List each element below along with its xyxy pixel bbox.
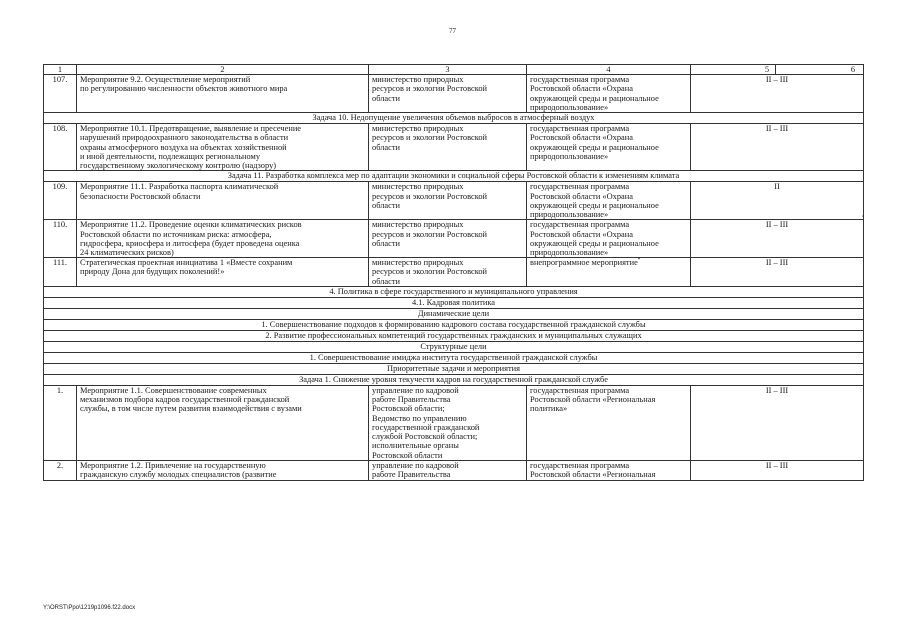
table-row [44, 385, 864, 460]
section-row [44, 330, 864, 341]
measure-name: Мероприятие 1.1. Совершенствование современных механизмов подбора кадров государственной гражданской службы, в том числе путем развития взаимодействия с вузами [77, 385, 369, 460]
executor: управление по кадровой работе Правительства Ростовской области; Ведомство по управлению государственной гражданской службой Ростовской области; исполнительные органы Ростовской области [369, 385, 527, 460]
program-source [527, 124, 691, 171]
section-row [44, 113, 864, 124]
section-heading: Приоритетные задачи и мероприятия [44, 363, 864, 374]
implementation-stage: II – III [691, 75, 864, 113]
program-text: государственная программа Ростовской области «Охрана окружающей среды и рациональное природопользование» [530, 75, 659, 112]
measure-name: Мероприятие 1.2. Привлечение на государственную гражданскую службу молодых специалистов (развитие [77, 460, 369, 480]
implementation-stage: II – III [691, 124, 864, 171]
program-source [527, 182, 691, 220]
section-row [44, 363, 864, 374]
section-row [44, 374, 864, 385]
table-body [44, 65, 864, 481]
implementation-stage: II – III [691, 258, 864, 287]
program-source [527, 220, 691, 258]
section-heading: Задача 11. Разработка комплекса мер по адаптации экономики и социальной сферы Ростовской области к изменениям климата [44, 171, 864, 182]
section-row [44, 171, 864, 182]
section-heading: 1. Совершенствование имиджа института государственной гражданской службы [44, 352, 864, 363]
program-source [527, 385, 691, 460]
program-text: государственная программа Ростовской области «Охрана окружающей среды и рациональное природопользование» [530, 124, 659, 161]
row-number: 111. [44, 258, 77, 287]
program-text: государственная программа Ростовской области «Региональная политика» [530, 385, 656, 414]
program-source [527, 460, 691, 480]
implementation-stage: II [691, 182, 864, 220]
measure-name: Стратегическая проектная инициатива 1 «Вместе сохраним природу Дона для будущих поколений!» [77, 258, 369, 287]
file-path-footer: Y:\ORST\Ppo\1219p1096.f22.docx [43, 605, 136, 611]
row-number: 1. [44, 385, 77, 460]
table-row [44, 75, 864, 113]
executor: министерство природных ресурсов и экологии Ростовской области [369, 75, 527, 113]
section-heading: Задача 10. Недопущение увеличения объемов выбросов в атмосферный воздух [44, 113, 864, 124]
measure-name: Мероприятие 11.1. Разработка паспорта климатической безопасности Ростовской области [77, 182, 369, 220]
table-row [44, 460, 864, 480]
measure-name: Мероприятие 9.2. Осуществление мероприятий по регулированию численности объектов животного мира [77, 75, 369, 113]
section-heading: 4.1. Кадровая политика [44, 297, 864, 308]
executor: министерство природных ресурсов и экологии Ростовской области [369, 124, 527, 171]
row-number: 107. [44, 75, 77, 113]
margin-mark: , [862, 212, 864, 218]
footnote-mark: * [637, 258, 641, 264]
implementation-stage: II – III [691, 460, 864, 480]
row-number: 109. [44, 182, 77, 220]
column-number: 4 [527, 65, 691, 75]
section-heading: Структурные цели [44, 341, 864, 352]
section-heading: 2. Развитие профессиональных компетенций государственных гражданских и муниципальных служащих [44, 330, 864, 341]
program-source [527, 75, 691, 113]
column-number: 2 [77, 65, 369, 75]
executor: управление по кадровой работе Правительства [369, 460, 527, 480]
measure-name: Мероприятие 11.2. Проведение оценки климатических рисков Ростовской области по источникам риска: атмосфера, гидросфера, криосфера и литосфера (будет проведена оценка 24 климатических рисков) [77, 220, 369, 258]
section-row [44, 297, 864, 308]
column-number: 6 [776, 65, 864, 75]
implementation-stage: II – III [691, 385, 864, 460]
plan-table [43, 64, 864, 481]
row-number: 108. [44, 124, 77, 171]
table-row [44, 124, 864, 171]
section-heading: 1. Совершенствование подходов к формированию кадрового состава государственной гражданской службы [44, 319, 864, 330]
page-number: 77 [449, 27, 456, 35]
section-row [44, 286, 864, 297]
program-text: внепрограммное мероприятие [530, 258, 638, 268]
table-row [44, 258, 864, 287]
section-row [44, 341, 864, 352]
column-number: 3 [369, 65, 527, 75]
section-heading: Задача 1. Снижение уровня текучести кадров на государственной гражданской службе [44, 374, 864, 385]
implementation-stage: II – III [691, 220, 864, 258]
column-number: 1 [44, 65, 77, 75]
row-number: 110. [44, 220, 77, 258]
table-row [44, 182, 864, 220]
section-row [44, 308, 864, 319]
row-number: 2. [44, 460, 77, 480]
column-number-row [44, 65, 864, 75]
executor: министерство природных ресурсов и экологии Ростовской области [369, 220, 527, 258]
executor: министерство природных ресурсов и экологии Ростовской области [369, 182, 527, 220]
table-row [44, 220, 864, 258]
section-row [44, 319, 864, 330]
section-heading: Динамические цели [44, 308, 864, 319]
program-text: государственная программа Ростовской области «Региональная [530, 460, 656, 480]
program-text: государственная программа Ростовской области «Охрана окружающей среды и рациональное природопользование» [530, 182, 659, 220]
measure-name: Мероприятие 10.1. Предотвращение, выявление и пресечение нарушений природоохранного законодательства в области охраны атмосферного воздуха на объектах хозяйственной и иной деятельности, подлежащих региональному государственному экологическому контролю (надзору) [77, 124, 369, 171]
section-heading: 4. Политика в сфере государственного и муниципального управления [44, 286, 864, 297]
program-text: государственная программа Ростовской области «Охрана окружающей среды и рациональное природопользование» [530, 220, 659, 257]
section-row [44, 352, 864, 363]
program-source [527, 258, 691, 287]
column-number: 5 [691, 65, 776, 75]
executor: министерство природных ресурсов и экологии Ростовской области [369, 258, 527, 287]
